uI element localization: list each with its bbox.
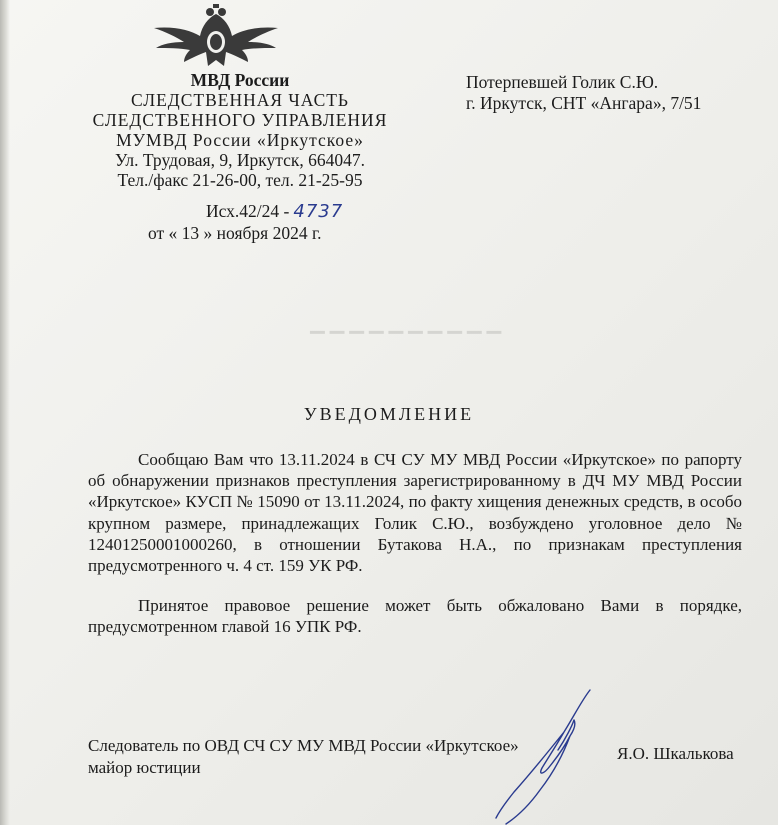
bleed-through-title: ▁▁▁▁▁▁▁▁▁▁: [310, 313, 507, 334]
sender-phones: Тел./факс 21-26-00, тел. 21-25-95: [117, 170, 363, 190]
recipient-address: г. Иркутск, СНТ «Ангара», 7/51: [466, 93, 702, 113]
handwritten-signature-icon: [478, 686, 598, 825]
outgoing-number-prefix: Исх.42/24 -: [206, 201, 290, 221]
outgoing-number: [206, 201, 343, 222]
recipient-name: Потерпевшей Голик С.Ю.: [466, 72, 659, 92]
department-line-1: СЛЕДСТВЕННАЯ ЧАСТЬ: [131, 90, 349, 110]
body-paragraph-1: [88, 449, 742, 576]
recipient-block: [466, 72, 701, 114]
document-date: от « 13 » ноября 2024 г.: [148, 223, 322, 243]
paragraph-1-text: Сообщаю Вам что 13.11.2024 в СЧ СУ МУ МВД России «Иркутское» по рапорту об обнаружении признаков преступления зарегистрированному в ДЧ МУ МВД России «Иркутское» КУСП № 15090 от 13.11.2024, по факту хищения денежных средств, в особо крупном размере, принадлежащих Голик С.Ю., возбуждено уголовное дело № 12401250001000260, в отношении Бутакова Н.А., по признакам преступления предусмотренного ч. 4 ст. 159 УК РФ.: [88, 450, 742, 576]
paragraph-2-text: Принятое правовое решение может быть обжаловано Вами в порядке, предусмотренном главой 16 УПК РФ.: [88, 596, 742, 637]
document-title: УВЕДОМЛЕНИЕ: [303, 404, 475, 424]
ministry-name: МВД России: [190, 70, 290, 90]
signatory-name: Я.О. Шкалькова: [617, 744, 734, 763]
eagle-emblem-icon: [150, 4, 282, 70]
sender-header: [60, 70, 420, 190]
body-paragraph-2: [88, 595, 742, 637]
department-line-2: СЛЕДСТВЕННОГО УПРАВЛЕНИЯ: [92, 110, 388, 130]
handwritten-number: 4737: [293, 201, 344, 222]
signatory-block: [88, 735, 519, 779]
signatory-position: Следователь по ОВД СЧ СУ МУ МВД России «Иркутское»: [88, 736, 519, 755]
department-line-3: МУМВД России «Иркутское»: [116, 130, 364, 150]
signatory-rank: майор юстиции: [88, 758, 201, 777]
sender-address: Ул. Трудовая, 9, Иркутск, 664047.: [115, 150, 365, 170]
